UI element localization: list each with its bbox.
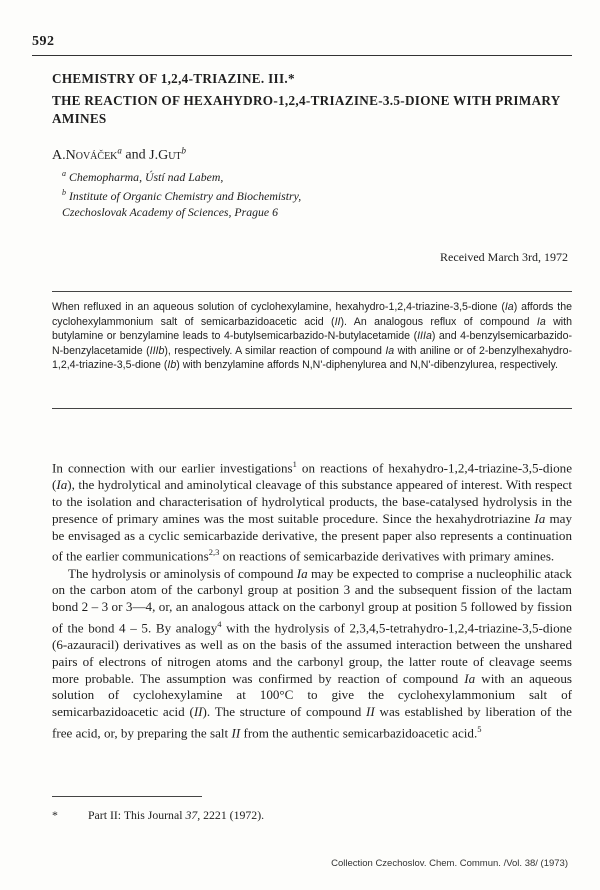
paragraph-1: In connection with our earlier investigations$^1$ on reactions of hexahydro-1,2,4-triazine-3,5-dione (Ia), the hydrolytical and aminolytical cleavage of this substance appeared of interest. With respect to the isolation and characterisation of hydrolytical products, the base-catalysed hydrolysis in the presence of primary amines was the most suitable procedure. Since the hexahydrotriazine Ia may be envisaged as a cyclic semicarbazide derivative, the present paper also represents a continuation of the earlier communications$^{2,3}$ on reactions of semicarbazide derivatives with primary amines.	[52, 459, 573, 564]
author-1: A.Nováček$^a$	[52, 145, 122, 163]
footnote: * Part II: This Journal 37, 2221 (1972).	[52, 808, 265, 822]
affiliation-a: $^a$ Chemopharma, Ústí nad Labem,	[62, 169, 224, 184]
affiliation-b-cont: Czechoslovak Academy of Sciences, Prague 6	[62, 204, 278, 219]
received-date: Received March 3rd, 1972	[440, 250, 568, 264]
body-text	[52, 456, 572, 742]
paragraph-2: The hydrolysis or aminolysis of compound Ia may be expected to comprise a nucleophilic atack on the carbon atom of the carbonyl group at position 3 and the subsequent fission of the lactam bond 2 – 3 or 3—4, or, an analogous attack on the carbonyl group at position 5 followed by fission of the bond 4 – 5. By analogy$^4$ with the hydrolysis of 2,3,4,5-tetrahydro-1,2,4-triazine-3,5-dione (6-azauracil) derivatives as well as on the basis of the assumed interaction between the unshared pairs of electrons of nitrogen atoms and the carbonyl group, the latter route of cleavage seems more probable. The assumption was confirmed by reaction of compound Ia with an aqueous solution of cyclohexylamine at 100°C to give the cyclohexylammonium salt of semicarbazidoacetic acid (II). The structure of compound II was established by liberation of the free acid, or, by preparing the salt II from the authentic semicarbazidoacetic acid.$^5$	[52, 565, 572, 741]
article-title	[52, 70, 572, 128]
affiliation-b: $^b$ Institute of Organic Chemistry and Biochemistry,	[62, 188, 302, 204]
title-line-1: CHEMISTRY OF 1,2,4-TRIAZINE. III.*	[52, 71, 295, 86]
author-2: J.Gut$^b$	[149, 145, 187, 163]
affiliations	[62, 166, 542, 220]
author-list: A.Nováček$^a$ and J.Gut$^b$	[52, 145, 187, 163]
page-number: 592	[32, 34, 55, 49]
abstract-bottom-rule	[52, 408, 572, 409]
abstract: When refluxed in an aqueous solution of cyclohexylamine, hexahydro-1,2,4-triazine-3,5-dione (Ia) affords the cyclohexylammonium salt of semicarbazidoacetic acid (II). An analogous reflux of compound Ia with butylamine or benzylamine leads to 4-butylsemicarbazido-N-butylacetamide (IIIa) and 4-benzylsemicarbazido-N-benzylacetamide (IIIb), respectively. A similar reaction of compound Ia with aniline or of 2-benzylhexahydro-1,2,4-triazine-3,5-dione (Ib) with benzylamine affords N,N'-diphenylurea and N,N'-dibenzylurea, respectively.	[52, 301, 573, 371]
footnote-rule	[52, 796, 202, 797]
title-line-2: THE REACTION OF HEXAHYDRO-1,2,4-TRIAZINE-3.5-DIONE WITH PRIMARY AMINES	[52, 93, 561, 126]
abstract-top-rule	[52, 291, 572, 292]
header-rule	[32, 55, 572, 56]
journal-citation: Collection Czechoslov. Chem. Commun. /Vol. 38/ (1973)	[331, 858, 568, 869]
